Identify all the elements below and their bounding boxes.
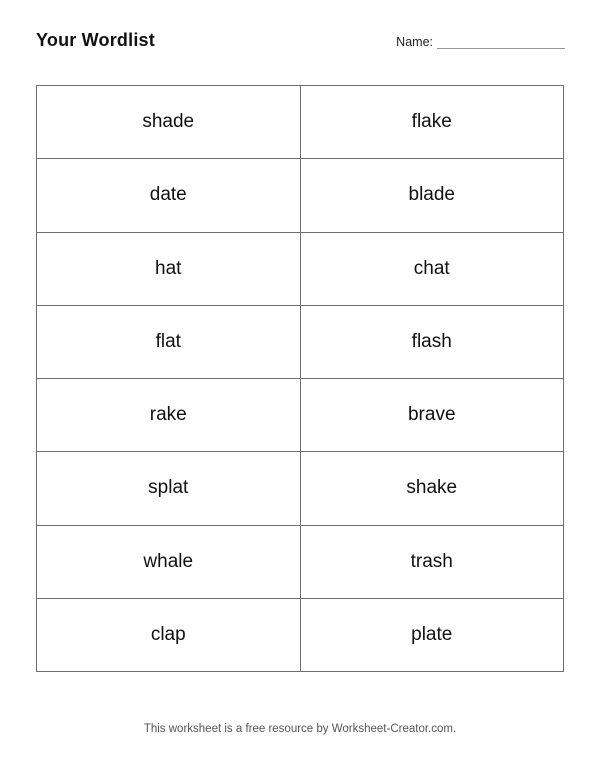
table-row bbox=[37, 452, 564, 525]
wordlist-table bbox=[36, 85, 564, 672]
table-row bbox=[37, 598, 564, 671]
word-cell: splat bbox=[37, 452, 301, 525]
word-cell: brave bbox=[300, 379, 564, 452]
footer-credit: This worksheet is a free resource by Worksheet-Creator.com. bbox=[143, 723, 457, 735]
word-cell: flash bbox=[300, 305, 564, 378]
page-title: Your Wordlist bbox=[36, 30, 155, 50]
word-cell: whale bbox=[37, 525, 301, 598]
word-cell: date bbox=[37, 159, 301, 232]
word-cell: flat bbox=[37, 305, 301, 378]
word-cell: chat bbox=[300, 232, 564, 305]
word-cell: plate bbox=[300, 598, 564, 671]
word-cell: flake bbox=[300, 86, 564, 159]
word-cell: blade bbox=[300, 159, 564, 232]
word-cell: shake bbox=[300, 452, 564, 525]
table-row bbox=[37, 379, 564, 452]
name-field bbox=[396, 34, 565, 49]
name-line bbox=[437, 34, 565, 49]
word-cell: clap bbox=[37, 598, 301, 671]
table-row bbox=[37, 86, 564, 159]
word-cell: hat bbox=[37, 232, 301, 305]
table-row bbox=[37, 305, 564, 378]
table-row bbox=[37, 525, 564, 598]
name-label: Name: bbox=[396, 35, 433, 49]
word-cell: trash bbox=[300, 525, 564, 598]
table-row bbox=[37, 232, 564, 305]
word-cell: shade bbox=[37, 86, 301, 159]
table-row bbox=[37, 159, 564, 232]
word-cell: rake bbox=[37, 379, 301, 452]
